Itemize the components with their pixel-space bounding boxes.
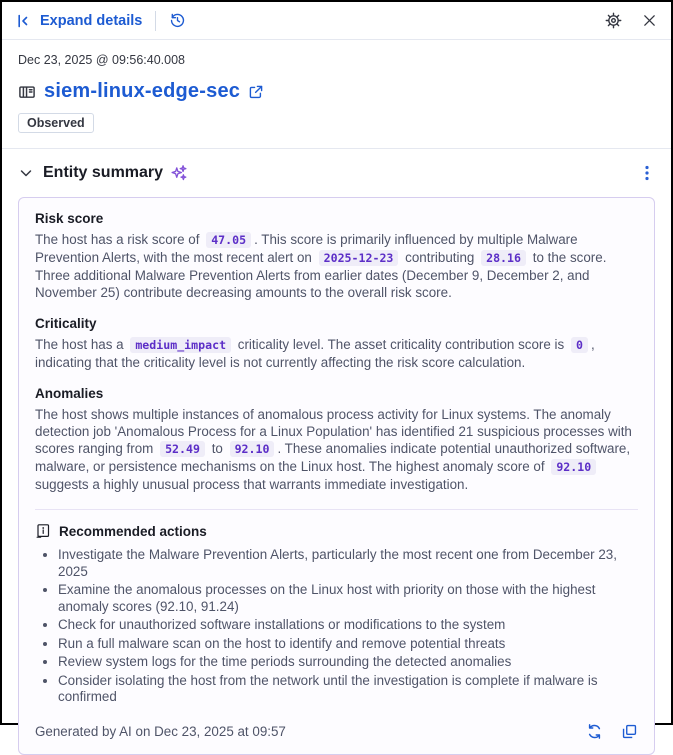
- kebab-menu-icon[interactable]: [639, 164, 655, 182]
- header-divider: [155, 11, 156, 31]
- expand-details-button[interactable]: Expand details: [40, 12, 143, 29]
- entity-summary-title: Entity summary: [43, 164, 164, 181]
- chevron-down-icon[interactable]: [18, 165, 34, 181]
- actions-divider: [35, 509, 638, 510]
- section-heading: Risk score: [35, 211, 104, 226]
- section-heading: Criticality: [35, 316, 97, 331]
- collapse-left-icon[interactable]: [16, 13, 32, 29]
- flyout-header-bar: [2, 2, 671, 40]
- recommended-actions-header: [35, 523, 638, 539]
- inline-code-value: 52.49: [160, 441, 205, 457]
- section-divider: [2, 148, 671, 149]
- inline-code-value: 92.10: [551, 459, 596, 475]
- section-heading: Anomalies: [35, 386, 104, 401]
- section-paragraph: The host has a risk score of 47.05 . This score is primarily influenced by multiple Malware Prevention Alerts, with the most recent alert on 2025-12-23 contributing 28.16 to the score. Three additional Malware Prevention Alerts from earlier dates (December 9, December 2, and November 25) contribute decreasing amounts to the overall risk score.: [35, 232, 607, 300]
- panel-footer: [35, 723, 638, 740]
- entity-summary-header: [18, 164, 655, 182]
- host-icon: [18, 83, 36, 101]
- inline-code-value: 28.16: [481, 250, 526, 266]
- recommended-action-item: • Run a full malware scan on the host to identify and remove potential threats: [58, 636, 638, 653]
- regenerate-icon[interactable]: [586, 723, 603, 740]
- notebook-icon: [35, 523, 51, 539]
- inline-code-value: 0: [571, 337, 588, 353]
- history-icon[interactable]: [169, 12, 186, 29]
- recommended-action-item: • Investigate the Malware Prevention Alerts, particularly the most recent one from December 23, 2025: [58, 547, 638, 580]
- section-paragraph: The host shows multiple instances of anomalous process activity for Linux systems. The anomaly detection job 'Anomalous Process for a Linux Population' has identified 21 suspicious processes with scores ranging from 52.49 to 92.10 . These anomalies indicate potential unauthorized software, malware, or persistence mechanisms on the Linux host. The highest anomaly score of 92.10 suggests a highly unusual process that warrants immediate investigation.: [35, 407, 632, 492]
- sparkles-icon: [170, 164, 188, 182]
- recommended-actions-title: Recommended actions: [59, 523, 207, 539]
- inline-code-value: 47.05: [206, 232, 251, 248]
- generated-by-text: Generated by AI on Dec 23, 2025 at 09:57: [35, 723, 286, 739]
- entity-name-link[interactable]: siem-linux-edge-sec: [44, 80, 241, 102]
- summary-section: [35, 316, 638, 371]
- entity-title-row: [18, 80, 655, 103]
- recommended-action-item: • Check for unauthorized software installations or modifications to the system: [58, 617, 638, 634]
- section-paragraph: The host has a medium_impact criticality level. The asset criticality contribution score is 0 , indicating that the criticality level is not currently affecting the risk score calculation.: [35, 337, 595, 370]
- close-icon[interactable]: [642, 13, 657, 28]
- ai-summary-panel: [18, 197, 655, 755]
- open-external-icon[interactable]: [248, 84, 264, 100]
- recommended-action-item: • Examine the anomalous processes on the Linux host with priority on those with the highest anomaly scores (92.10, 91.24): [58, 582, 638, 615]
- inline-code-value: medium_impact: [130, 337, 231, 353]
- event-timestamp: Dec 23, 2025 @ 09:56:40.008: [18, 53, 185, 67]
- recommended-action-item: • Consider isolating the host from the network until the investigation is complete if malware is confirmed: [58, 673, 638, 706]
- inline-code-value: 2025-12-23: [319, 250, 399, 266]
- recommended-action-item: • Review system logs for the time periods surrounding the detected anomalies: [58, 654, 638, 671]
- summary-section: [35, 386, 638, 493]
- status-badge: Observed: [18, 113, 94, 133]
- copy-icon[interactable]: [621, 723, 638, 740]
- inline-code-value: 92.10: [230, 441, 275, 457]
- summary-section: [35, 211, 638, 301]
- recommended-actions-list: [35, 547, 638, 706]
- settings-gear-icon[interactable]: [605, 12, 622, 29]
- summary-sections: [35, 211, 638, 493]
